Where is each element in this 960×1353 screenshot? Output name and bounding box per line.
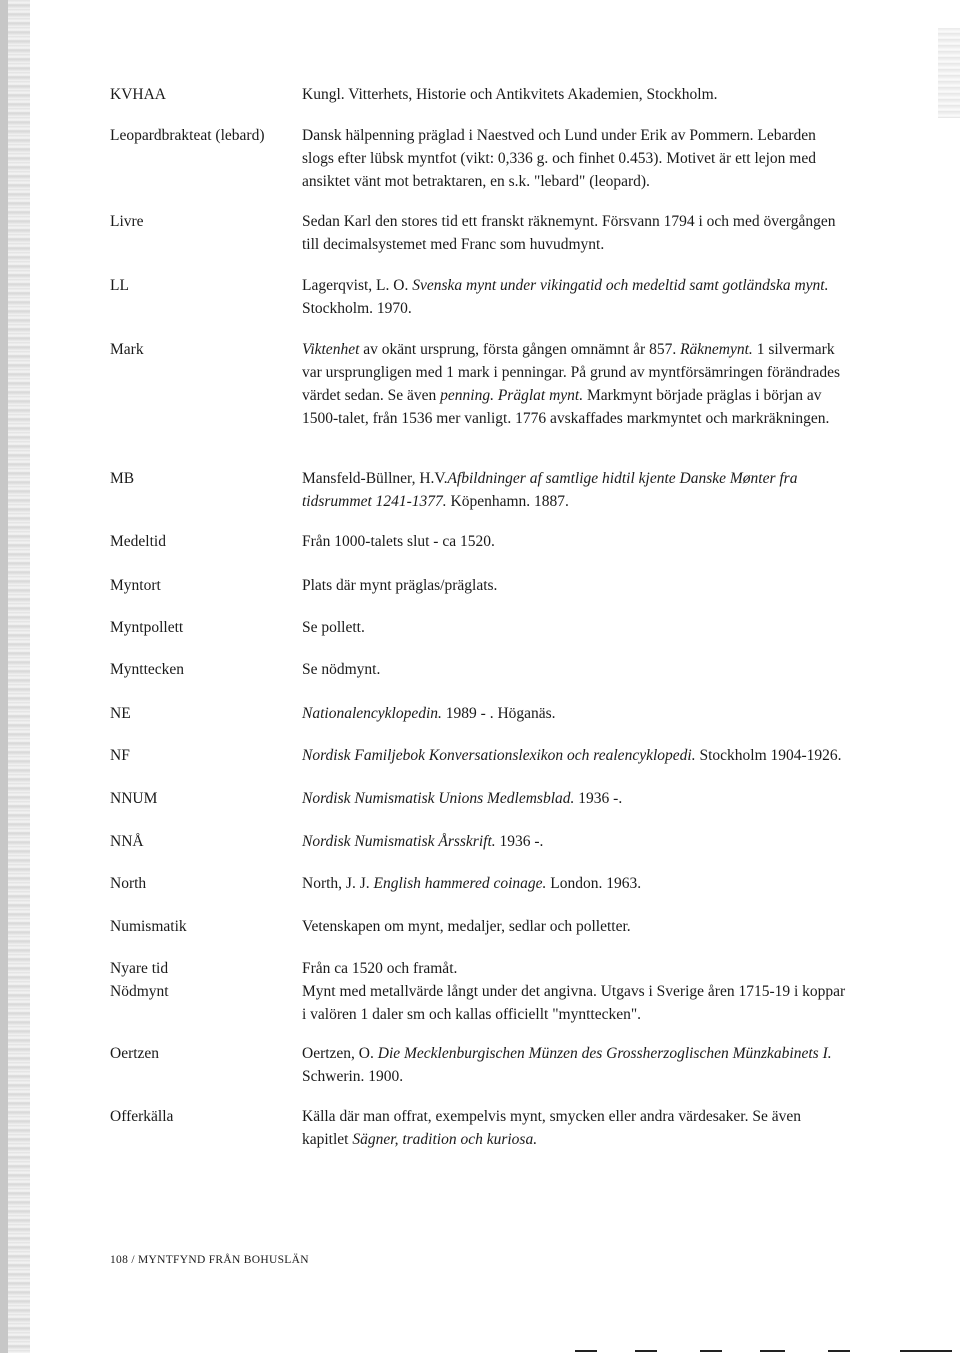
definition-text: Markmynt började präglas i början av 1500-talet, från 1536 mer vanligt. 1776 avskaffades markmyntet och markräkningen. (302, 387, 830, 427)
definition-text: Lagerqvist, L. O. (302, 277, 413, 294)
definition-text: Mynt med metallvärde långt under det angivna. Utgavs i Sverige åren 1715-19 i koppar i valören 1 daler sm och kallas officiellt "mynttecken". (302, 983, 846, 1023)
definition-title: Die Mecklenburgischen Münzen des Grossherzoglischen Münzkabinets I. (377, 1045, 832, 1062)
entry-definition (302, 957, 850, 980)
entry-definition (302, 658, 850, 681)
definition-text: 1989 - . Höganäs. (441, 705, 556, 722)
definition-title: Afbildninger af samtlige hidtil kjente Danske Mønter fra tidsrummet 1241-1377. (302, 470, 798, 510)
entry-definition (302, 787, 850, 810)
definition-text: Kungl. Vitterhets, Historie och Antikvitets Akademien, Stockholm. (302, 86, 718, 103)
entry-definition (302, 744, 850, 767)
definition-title: Sägner, tradition och kuriosa. (352, 1131, 538, 1148)
entry-term: Leopardbrakteat (lebard) (110, 127, 265, 144)
definition-text: Sedan Karl den stores tid ett franskt räknemynt. Försvann 1794 i och med övergången till decimalsystemet med Franc som huvudmynt. (302, 213, 836, 253)
divider (635, 1350, 657, 1352)
entry-term: Oertzen (110, 1045, 160, 1062)
divider (700, 1350, 722, 1352)
entry-definition (302, 702, 850, 725)
entry-definition (302, 530, 850, 553)
scan-shadow-left (0, 0, 30, 1353)
definition-text: Mansfeld-Büllner, H.V. (302, 470, 448, 487)
entry-term: LL (110, 277, 129, 294)
entry-definition (302, 616, 850, 639)
definition-title: English hammered coinage. (373, 875, 547, 892)
definition-text: Dansk hälpenning präglad i Naestved och Lund under Erik av Pommern. Lebarden slogs efter lübsk myntfot (vikt: 0,336 g. och finhet 0.453). Motivet är ett lejon med ansiktet vänt mot betraktaren, en s.k. "lebard" (leopard). (302, 127, 816, 190)
entry-definition (302, 210, 850, 256)
definition-text: London. 1963. (546, 875, 642, 892)
divider (828, 1350, 850, 1352)
definition-text: Vetenskapen om mynt, medaljer, sedlar och polletter. (302, 918, 631, 935)
divider (760, 1350, 785, 1352)
entry-definition (302, 1042, 850, 1088)
definition-title: Svenska mynt under vikingatid och medeltid samt gotländska mynt. (412, 277, 829, 294)
definition-text: Se nödmynt. (302, 661, 381, 678)
definition-crossref: Viktenhet (302, 341, 360, 358)
entry-definition (302, 274, 850, 320)
entry-term: Livre (110, 213, 144, 230)
definition-title: Nationalencyklopedin. (302, 705, 442, 722)
entry-definition (302, 830, 850, 853)
definition-text: 1 silvermark var ursprungligen med 1 mark i penningar. På grund av myntförsämringen förändrades värdet sedan. Se även (302, 341, 841, 404)
definition-text: 1936 -. (495, 833, 544, 850)
definition-text: Köpenhamn. 1887. (446, 493, 569, 510)
entry-term: Numismatik (110, 918, 187, 935)
definition-crossref: Räknemynt. (680, 341, 753, 358)
entry-definition (302, 124, 850, 193)
entry-definition (302, 1105, 850, 1151)
entry-term: Nyare tid (110, 960, 169, 977)
divider (900, 1350, 952, 1352)
definition-title: Nordisk Familjebok Konversationslexikon och realencyklopedi. (302, 747, 696, 764)
entry-term: NNÅ (110, 833, 144, 850)
entry-term: Mark (110, 341, 144, 358)
definition-text: Se pollett. (302, 619, 365, 636)
entry-term: Myntpollett (110, 619, 184, 636)
definition-title: Nordisk Numismatisk Unions Medlemsblad. (302, 790, 575, 807)
definition-text: Plats där mynt präglas/präglats. (302, 577, 498, 594)
entry-definition (302, 83, 850, 106)
definition-text: av okänt ursprung, första gången omnämnt år 857. (359, 341, 681, 358)
entry-term: North (110, 875, 147, 892)
entry-term: NE (110, 705, 131, 722)
definition-text: Oertzen, O. (302, 1045, 378, 1062)
entry-definition (302, 980, 850, 1026)
entry-definition (302, 574, 850, 597)
entry-term: Myntort (110, 577, 161, 594)
entry-term: NF (110, 747, 130, 764)
page-footer: 108 / MYNTFYND FRÅN BOHUSLÄN (110, 1254, 309, 1266)
entry-definition (302, 467, 850, 513)
entry-definition (302, 915, 850, 938)
divider (575, 1350, 597, 1352)
entry-term: KVHAA (110, 86, 166, 103)
definition-text: North, J. J. (302, 875, 374, 892)
definition-text: 1936 -. (574, 790, 623, 807)
entry-term: Offerkälla (110, 1108, 174, 1125)
definition-title: Nordisk Numismatisk Årsskrift. (302, 833, 496, 850)
entry-term: Nödmynt (110, 983, 169, 1000)
scan-shadow-right (938, 28, 960, 118)
entry-definition (302, 338, 850, 430)
definition-text: Källa där man offrat, exempelvis mynt, smycken eller andra värdesaker. Se även kapitlet (302, 1108, 801, 1148)
entry-term: Medeltid (110, 533, 166, 550)
definition-text: Schwerin. 1900. (302, 1068, 404, 1085)
entry-term: MB (110, 470, 135, 487)
entry-term: NNUM (110, 790, 158, 807)
definition-crossref: penning. Präglat mynt. (440, 387, 584, 404)
entry-definition (302, 872, 850, 895)
definition-text: Från ca 1520 och framåt. (302, 960, 458, 977)
definition-text: Från 1000-talets slut - ca 1520. (302, 533, 495, 550)
definition-text: Stockholm. 1970. (302, 300, 412, 317)
entry-term: Mynttecken (110, 661, 185, 678)
definition-text: Stockholm 1904-1926. (695, 747, 842, 764)
